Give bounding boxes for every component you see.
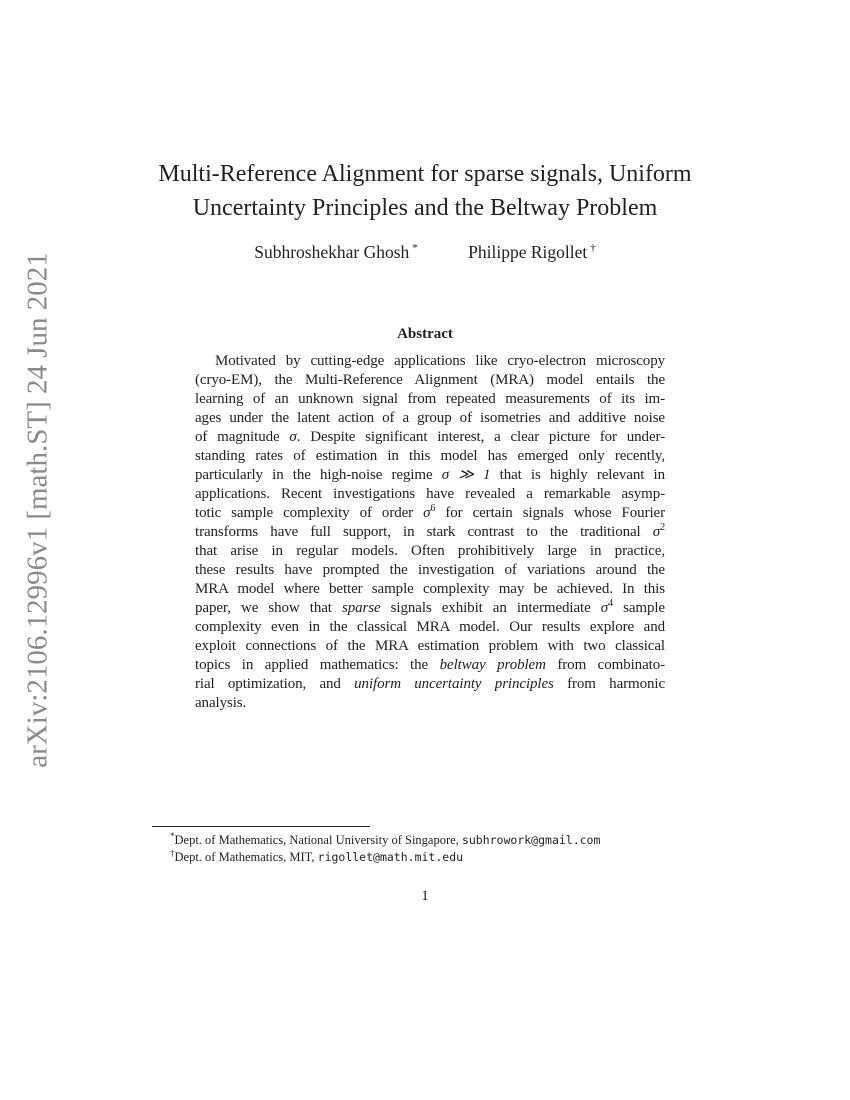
text-run: of magnitude <box>195 429 290 445</box>
emphasis: uniform uncertainty principles <box>354 676 554 692</box>
text-run: signals exhibit an intermediate <box>380 600 601 616</box>
abstract-line <box>195 675 665 694</box>
text-run: particularly in the high-noise regime <box>195 467 442 483</box>
footnote-rigollet <box>170 849 600 866</box>
text-run: paper, we show that <box>195 600 342 616</box>
footnote-ghosh <box>170 832 600 849</box>
text-run: from combinato- <box>545 657 665 673</box>
text-run: from harmonic <box>553 676 666 692</box>
math-exponent: 2 <box>660 522 665 533</box>
footnote-divider <box>152 826 370 827</box>
text-run: . Despite significant interest, a clear picture for under- <box>296 429 665 445</box>
abstract-line: standing rates of estimation in this model has emerged only recently, <box>195 448 665 464</box>
author-name: Philippe Rigollet <box>468 242 588 262</box>
abstract-line: complexity even in the classical MRA model. Our results explore and <box>195 619 665 635</box>
footnote-mark: * <box>170 831 175 841</box>
abstract-line: (cryo-EM), the Multi-Reference Alignment (MRA) model entails the <box>195 372 665 388</box>
abstract-line: applications. Recent investigations have revealed a remarkable asymp- <box>195 486 665 502</box>
abstract-line: learning of an unknown signal from repeated measurements of its im- <box>195 391 665 407</box>
math-sigma: σ <box>652 524 661 540</box>
text-run: transforms have full support, in stark contrast to the traditional <box>195 524 653 540</box>
text-run: for certain signals whose Fourier <box>435 505 665 521</box>
math-exponent: 6 <box>430 503 436 514</box>
text-run: topics in applied mathematics: the <box>195 657 440 673</box>
math-sigma-gg-1: σ ≫ 1 <box>441 467 491 483</box>
abstract-line: analysis. <box>195 695 247 711</box>
abstract-line: exploit connections of the MRA estimation problem with two classical <box>195 638 665 654</box>
abstract-line: Motivated by cutting-edge applications like cryo-electron microscopy <box>215 353 665 369</box>
abstract-line <box>195 599 665 618</box>
author-footnote-mark: * <box>412 242 418 255</box>
footnotes <box>170 832 600 866</box>
author-list <box>0 242 850 263</box>
emphasis: sparse <box>341 600 381 616</box>
text-run: sample <box>612 600 665 616</box>
abstract-line: MRA model where better sample complexity may be achieved. In this <box>195 581 665 597</box>
text-run: rial optimization, and <box>195 676 355 692</box>
footnote-mark: † <box>170 848 175 858</box>
abstract-line: ages under the latent action of a group of isometries and additive noise <box>195 410 665 426</box>
abstract-line: that arise in regular models. Often prohibitively large in practice, <box>195 543 665 559</box>
abstract-line <box>195 656 665 675</box>
footnote-affiliation: Dept. of Mathematics, National University of Singapore, <box>174 833 462 847</box>
abstract-line <box>195 428 665 447</box>
author-rigollet <box>468 242 596 263</box>
abstract-line <box>195 504 665 523</box>
email-link[interactable]: rigollet@math.mit.edu <box>317 850 464 864</box>
footnote-affiliation: Dept. of Mathematics, MIT, <box>174 850 318 864</box>
author-ghosh <box>254 242 418 263</box>
title-line-2: Uncertainty Principles and the Beltway Problem <box>192 195 658 221</box>
abstract-line <box>195 523 665 542</box>
abstract-line: these results have prompted the investigation of variations around the <box>195 562 665 578</box>
math-sigma: σ <box>600 600 609 616</box>
abstract-body <box>195 352 665 713</box>
math-sigma: σ <box>423 505 431 521</box>
text-run: totic sample complexity of order <box>195 505 424 521</box>
math-sigma: σ <box>289 429 297 445</box>
title-line-1: Multi-Reference Alignment for sparse signals, Uniform <box>158 161 692 187</box>
page-number: 1 <box>421 888 429 904</box>
math-exponent: 4 <box>608 598 613 609</box>
arxiv-identifier: arXiv:2106.12996v1 [math.ST] 24 Jun 2021 <box>21 252 54 768</box>
email-link[interactable]: subhrowork@gmail.com <box>461 833 601 847</box>
abstract-heading: Abstract <box>397 326 453 342</box>
abstract-line <box>195 466 665 485</box>
text-run: that is highly relevant in <box>490 467 665 483</box>
author-footnote-mark: † <box>590 242 596 255</box>
paper-title <box>140 157 710 225</box>
author-name: Subhroshekhar Ghosh <box>254 242 410 262</box>
emphasis: beltway problem <box>439 657 546 673</box>
